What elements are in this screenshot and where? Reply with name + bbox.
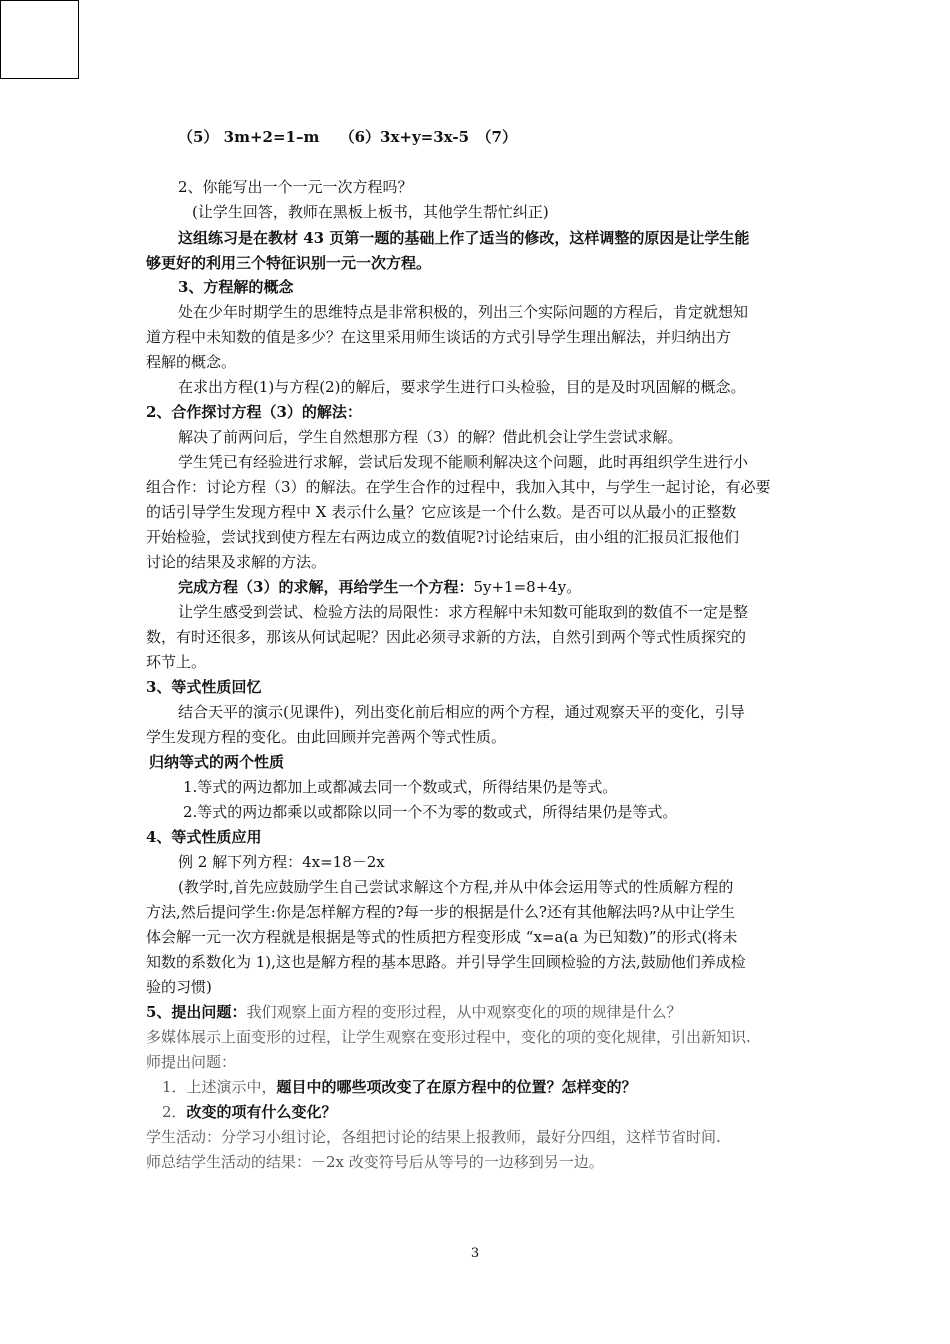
paragraph-line: (教学时,首先应鼓励学生自己尝试求解这个方程,并从中体会运用等式的性质解方程的	[178, 878, 734, 896]
question-item	[162, 1077, 637, 1097]
paragraph-line: 程解的概念。	[146, 353, 237, 371]
section-heading: 3、等式性质回忆	[146, 678, 262, 696]
paragraph-line: 的话引导学生发现方程中 X 表示什么量？它应该是一个什么数。是否可以从最小的正整数	[146, 503, 737, 521]
bold-text: 改变的项有什么变化？	[186, 1103, 337, 1121]
paragraph-line: 师总结学生活动的结果：－2x 改变符号后从等号的一边移到另一边。	[146, 1153, 604, 1171]
question-text: 我们观察上面方程的变形过程，从中观察变化的项的规律是什么？	[246, 1003, 682, 1021]
paragraph-line: 多媒体展示上面变形的过程，让学生观察在变形过程中，变化的项的变化规律，引出新知识.	[146, 1028, 751, 1046]
paragraph-line: 方法,然后提问学生:你是怎样解方程的?每一步的根据是什么?还有其他解法吗?从中让学生	[146, 903, 735, 921]
equation-text: 5y+1=8+4y。	[473, 578, 582, 596]
bold-paragraph-line: 这组练习是在教材 43 页第一题的基础上作了适当的修改，这样调整的原因是让学生能	[178, 229, 750, 247]
bold-paragraph-line: 够更好的利用三个特征识别一元一次方程。	[146, 254, 432, 272]
paragraph-line: 解决了前两问后，学生自然想那方程（3）的解？借此机会让学生尝试求解。	[178, 428, 683, 446]
paragraph-line: 道方程中未知数的值是多少？在这里采用师生谈话的方式引导学生理出解法，并归纳出方	[146, 328, 732, 346]
question-item	[162, 1102, 337, 1122]
item-prefix: 1．上述演示中，	[162, 1078, 277, 1096]
paragraph-line: 结合天平的演示(见课件)，列出变化前后相应的两个方程，通过观察天平的变化，引导	[178, 703, 745, 721]
corner-box	[0, 0, 79, 79]
item-prefix: 2．	[162, 1103, 187, 1121]
property-item: 1.等式的两边都加上或都减去同一个数或式，所得结果仍是等式。	[183, 778, 618, 796]
paragraph-line	[146, 1002, 681, 1022]
paragraph-line: 环节上。	[146, 653, 207, 671]
question-2: 2、你能写出一个一元一次方程吗？	[178, 178, 413, 196]
paragraph-line: 师提出问题：	[146, 1053, 237, 1071]
section-heading: 归纳等式的两个性质	[149, 753, 285, 771]
paragraph-line: 开始检验，尝试找到使方程左右两边成立的数值呢?讨论结束后，由小组的汇报员汇报他们	[146, 528, 740, 546]
paragraph-line	[178, 577, 581, 597]
paragraph-line: 组合作：讨论方程（3）的解法。在学生合作的过程中，我加入其中，与学生一起讨论，有必要	[146, 478, 771, 496]
paragraph-line: 学生凭已有经验进行求解，尝试后发现不能顺利解决这个问题，此时再组织学生进行小	[178, 453, 749, 471]
page-number: 3	[470, 1246, 480, 1261]
paragraph-line: 学生活动：分学习小组讨论，各组把讨论的结果上报教师，最好分四组，这样节省时间.	[146, 1128, 721, 1146]
property-item: 2.等式的两边都乘以或都除以同一个不为零的数或式，所得结果仍是等式。	[183, 803, 678, 821]
section-heading: 4、等式性质应用	[146, 828, 262, 846]
exercise-equations-line: （5） 3m+2=1–m （6）3x+y=3x-5 （7）	[178, 128, 517, 146]
paragraph-line: 在求出方程(1)与方程(2)的解后，要求学生进行口头检验，目的是及时巩固解的概念。	[178, 378, 746, 396]
paragraph-line: 让学生感受到尝试、检验方法的局限性：求方程解中未知数可能取到的数值不一定是整	[178, 603, 749, 621]
teacher-note: (让学生回答，教师在黑板上板书，其他学生帮忙纠正)	[192, 203, 549, 221]
bold-text: 完成方程（3）的求解，再给学生一个方程：	[178, 578, 474, 596]
section-heading: 3、方程解的概念	[178, 278, 294, 296]
bold-text: 5、提出问题：	[146, 1003, 247, 1021]
section-heading: 2、合作探讨方程（3）的解法：	[146, 403, 362, 421]
bold-text: 题目中的哪些项改变了在原方程中的位置？怎样变的？	[276, 1078, 637, 1096]
example-line: 例 2 解下列方程：4x=18－2x	[178, 853, 385, 871]
paragraph-line: 讨论的结果及求解的方法。	[146, 553, 327, 571]
paragraph-line: 体会解一元一次方程就是根据是等式的性质把方程变形成 “x=a(a 为已知数)”的形式(将未	[146, 928, 738, 946]
paragraph-line: 学生发现方程的变化。由此回顾并完善两个等式性质。	[146, 728, 507, 746]
paragraph-line: 处在少年时期学生的思维特点是非常积极的，列出三个实际问题的方程后，肯定就想知	[178, 303, 749, 321]
paragraph-line: 验的习惯)	[146, 978, 212, 996]
paragraph-line: 知数的系数化为 1),这也是解方程的基本思路。并引导学生回顾检验的方法,鼓励他们养成检	[146, 953, 746, 971]
paragraph-line: 数，有时还很多，那该从何试起呢？因此必须寻求新的方法，自然引到两个等式性质探究的	[146, 628, 747, 646]
